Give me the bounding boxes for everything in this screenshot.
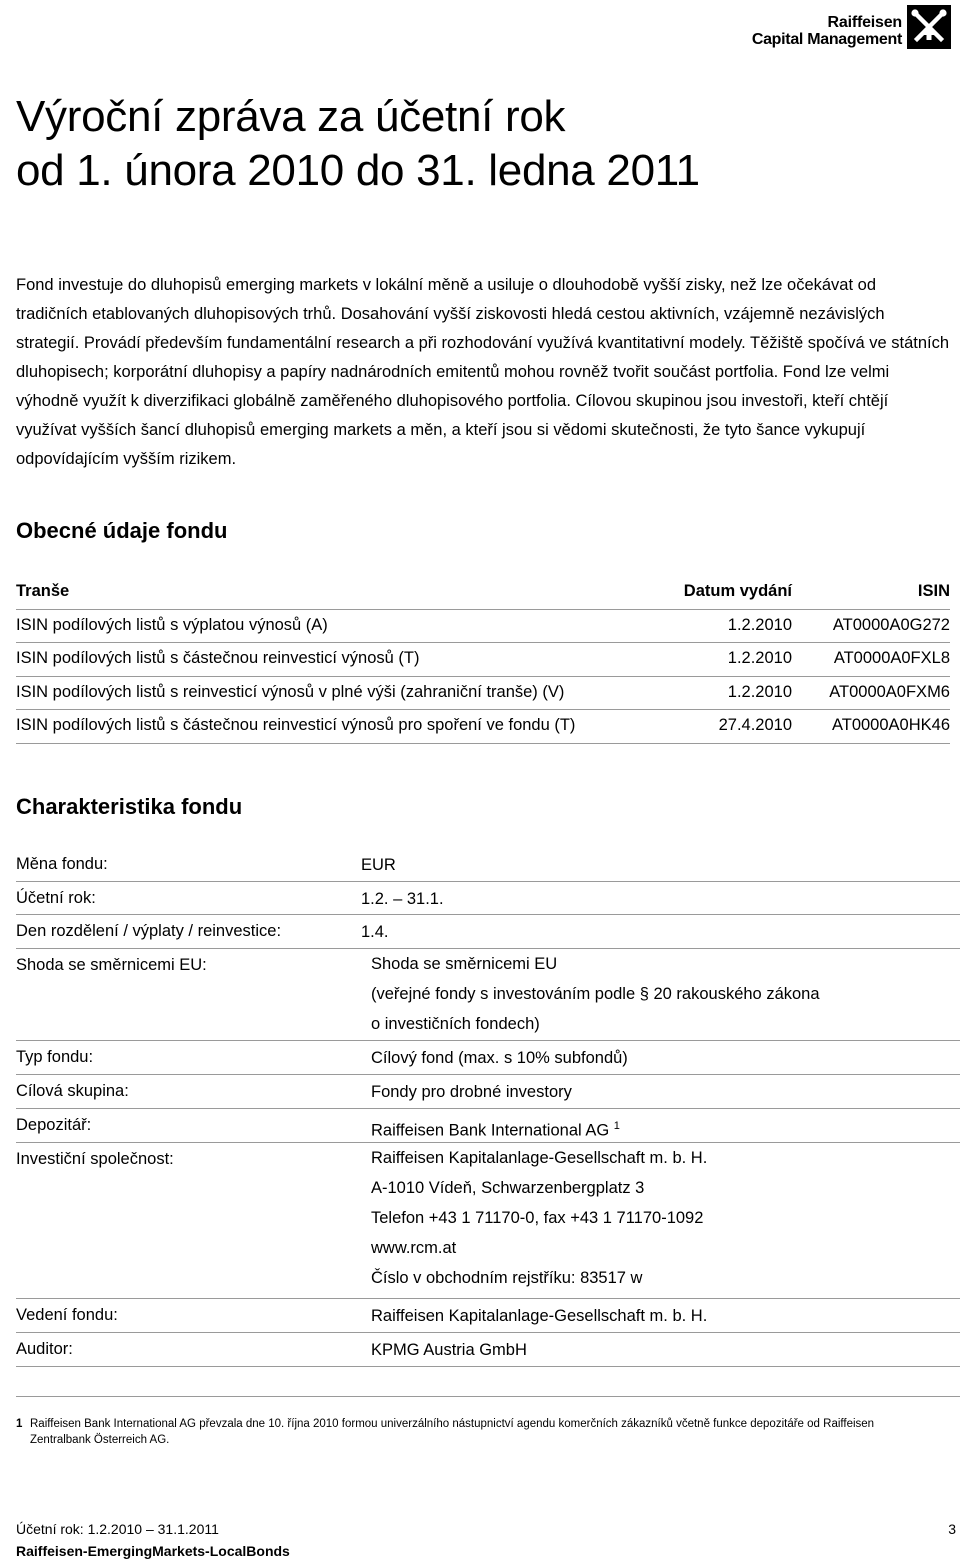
column-header-tranche: Tranše [16, 582, 70, 600]
value-text: (veřejné fondy s investováním podle § 20 rakouského zákona [371, 984, 820, 1003]
logo-line-1: Raiffeisen [827, 14, 902, 31]
footer-period: Účetní rok: 1.2.2010 – 31.1.2011 [16, 1521, 219, 1537]
value-text: Raiffeisen Kapitalanlage-Gesellschaft m. b. H. [371, 1148, 708, 1167]
value-line [371, 1306, 707, 1326]
characteristic-value [361, 922, 389, 942]
value-line [361, 855, 396, 875]
title-line-1: Výroční zpráva za účetní rok [16, 92, 566, 141]
value-line [361, 889, 444, 909]
characteristic-value [361, 889, 444, 909]
date-cell: 27.4.2010 [718, 716, 792, 734]
value-text: Cílový fond (max. s 10% subfondů) [371, 1048, 628, 1067]
value-text: Raiffeisen Bank International AG [371, 1121, 610, 1139]
value-text: A-1010 Vídeň, Schwarzenbergplatz 3 [371, 1178, 645, 1197]
column-header-isin: ISIN [917, 582, 950, 600]
footnote-ref: 1 [613, 1119, 620, 1132]
page-title [16, 90, 700, 198]
list-item [16, 915, 960, 949]
value-line [371, 1116, 620, 1141]
value-text: 1.4. [361, 923, 389, 941]
footnote [16, 1416, 936, 1448]
tranche-cell: ISIN podílových listů s částečnou reinvesticí výnosů pro spoření ve fondu (T) [16, 716, 576, 734]
list-item [16, 1333, 960, 1367]
logo-text [752, 14, 902, 48]
tranche-table [16, 576, 950, 744]
general-heading: Obecné údaje fondu [16, 518, 228, 543]
isin-cell: AT0000A0FXL8 [833, 649, 950, 667]
characteristic-label: Vedení fondu: [16, 1305, 118, 1324]
value-text: www.rcm.at [371, 1238, 457, 1257]
intro-paragraph: Fond investuje do dluhopisů emerging markets v lokální měně a usiluje o dlouhodobě vyšší zisky, než lze očekávat od tradičních etablovaných dluhopisových trhů. Dosahování vyšší ziskovosti hledá cestou aktivních, vzájemně nezávislých strategií. Provádí především fundamentální research a při rozhodování využívá kvantitativní modely. Těžiště spočívá ve státních dluhopisech; korporátní dluhopisy a papíry nadnárodních emitentů mohou rovněž tvořit součást portfolia. Fond lze velmi výhodně využít k diverzifikaci globálně zaměřeného dluhopisového portfolia. Cílovou skupinou jsou investoři, kteří chtějí využívat vyšších šancí dluhopisů emerging markets a měn, a kteří jsou si vědomi skutečnosti, že tyto šance vykupují odpovídajícím vyšším rizikem. [16, 276, 950, 468]
value-text: Telefon +43 1 71170-0, fax +43 1 71170-1092 [371, 1208, 704, 1227]
value-line [371, 1048, 628, 1068]
characteristic-value [371, 1082, 572, 1102]
value-line [371, 1173, 707, 1203]
isin-cell: AT0000A0FXM6 [829, 682, 950, 701]
characteristic-value [371, 1340, 527, 1360]
value-line [371, 1009, 820, 1039]
table-row [16, 710, 950, 744]
characteristics-heading: Charakteristika fondu [16, 794, 243, 819]
value-text: Fondy pro drobné investory [371, 1082, 572, 1101]
isin-cell: AT0000A0G272 [832, 615, 950, 634]
date-cell: 1.2.2010 [727, 649, 792, 667]
characteristic-label: Měna fondu: [16, 855, 108, 873]
characteristic-label: Typ fondu: [16, 1047, 94, 1066]
characteristic-value [371, 1306, 707, 1326]
value-line [371, 1340, 527, 1360]
characteristic-label: Depozitář: [16, 1115, 92, 1134]
characteristic-label: Účetní rok: [16, 888, 96, 907]
characteristic-label: Den rozdělení / výplaty / reinvestice: [16, 922, 282, 940]
column-header-date: Datum vydání [683, 582, 792, 600]
list-item [16, 1109, 960, 1143]
value-text: Číslo v obchodním rejstříku: 83517 w [371, 1268, 643, 1287]
characteristic-value [371, 1048, 628, 1068]
value-text: o investičních fondech) [371, 1014, 540, 1033]
table-row [16, 643, 950, 677]
value-line [371, 1203, 707, 1233]
value-text: 1.2. – 31.1. [361, 889, 444, 908]
list-item [16, 1041, 960, 1075]
list-item [16, 1143, 960, 1299]
list-item [16, 949, 960, 1041]
tranche-cell: ISIN podílových listů s částečnou reinvesticí výnosů (T) [16, 649, 420, 667]
characteristic-label: Auditor: [16, 1339, 73, 1358]
value-line [371, 1082, 572, 1102]
value-line [371, 1233, 707, 1263]
value-text: KPMG Austria GmbH [371, 1340, 527, 1359]
characteristic-label: Shoda se směrnicemi EU: [16, 955, 207, 974]
characteristics-table [16, 848, 960, 1367]
table-row [16, 677, 950, 711]
list-item [16, 1299, 960, 1333]
characteristic-value [371, 1116, 620, 1141]
characteristic-value [361, 855, 396, 875]
value-line [361, 922, 389, 942]
value-text: Raiffeisen Kapitalanlage-Gesellschaft m. b. H. [371, 1306, 708, 1325]
tranche-cell: ISIN podílových listů s reinvesticí výnosů v plné výši (zahraniční tranše) (V) [16, 682, 565, 701]
footnote-number: 1 [16, 1418, 23, 1430]
value-text: Shoda se směrnicemi EU [371, 954, 558, 973]
list-item [16, 1075, 960, 1109]
isin-cell: AT0000A0HK46 [831, 716, 950, 734]
value-line [371, 949, 820, 979]
footnote-text: Raiffeisen Bank International AG převzala dne 10. října 2010 formou univerzálního nástupnictví agendu komerčních zákazníků včetně funkce depozitáře od Raiffeisen Zentralbank Österreich AG. [30, 1418, 875, 1446]
date-cell: 1.2.2010 [727, 615, 792, 634]
title-line-2: od 1. února 2010 do 31. ledna 2011 [16, 146, 700, 195]
characteristic-label: Investiční společnost: [16, 1149, 174, 1168]
value-line [371, 1263, 707, 1293]
value-text: EUR [361, 856, 396, 874]
footer [16, 1518, 290, 1562]
characteristic-value [371, 1143, 707, 1293]
page-number: 3 [948, 1521, 956, 1537]
footnote-divider [16, 1396, 960, 1397]
value-line [371, 979, 820, 1009]
tranche-table-header [16, 576, 950, 610]
raiffeisen-gable-cross-icon [906, 4, 952, 50]
tranche-cell: ISIN podílových listů s výplatou výnosů (A) [16, 615, 328, 634]
table-row [16, 610, 950, 644]
date-cell: 1.2.2010 [727, 682, 792, 701]
characteristic-value [371, 949, 820, 1039]
characteristic-label: Cílová skupina: [16, 1081, 129, 1100]
value-line [371, 1143, 707, 1173]
logo-line-2: Capital Management [751, 31, 902, 48]
list-item [16, 848, 960, 882]
footer-fund-name: Raiffeisen-EmergingMarkets-LocalBonds [16, 1543, 290, 1559]
list-item [16, 882, 960, 916]
